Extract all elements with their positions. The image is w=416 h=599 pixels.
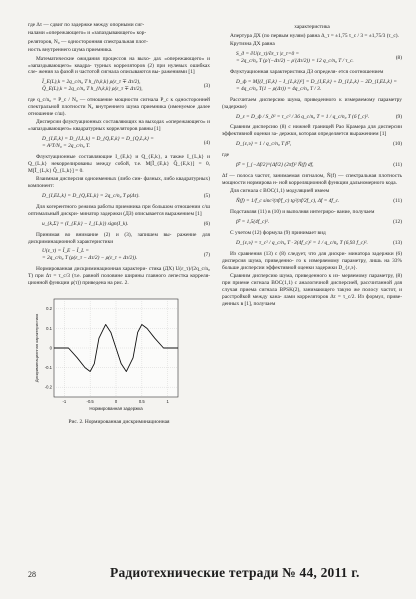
equation-7a: U(ε_τ) = Ī_E − Ī_L = bbox=[42, 248, 90, 255]
paragraph-bpsk: Сравним дисперсию шума, приведенного к из- меряемому параметру, (8) при приеме сигнала BOC(1,1) с аналогичной дисперсией, рассчитанной для случая приема сигнала BPSK(2), занимающего такую же полосу частот, и расстройкой между кана- лами корреляторов Δτ = τ_c/2. Из формул, приве- денных в [1], получаем bbox=[222, 272, 402, 307]
equation-8a: S_д = ∂U(ε_τ)/∂ε_τ |ε_τ=0 = bbox=[236, 51, 300, 58]
equation-6-body: u_{k,Σ} = (I_{E,k} − I_{L,k}) sign(I_k). bbox=[42, 220, 129, 227]
paragraph-boc: Для сигнала с BOC(1,1) модуляцией имеем bbox=[230, 188, 330, 195]
equation-number: (7) bbox=[203, 251, 210, 258]
x-tick-label: 0 bbox=[114, 399, 118, 404]
equation-number: (11) bbox=[393, 198, 402, 205]
equation-13-body: D_{ε,э} = τ_c² / q_c/n₀ T · 3(4f_c)² = 1 / q_c/n₀ T (6,93 f_c)². bbox=[236, 239, 368, 246]
paragraph-expectations: Математические ожидания процессов на выхо- дах «опережающего» и «запаздывающего» квадра- турных корреляторов (2) при нулевых ошибках сле- жения за фазой и частотой сигнала описываются вы- ражениями [1] bbox=[28, 55, 210, 76]
paragraph-mutual-variance: Взаимная дисперсия одноименных (либо син- фазных, либо квадратурных) компонент: bbox=[28, 176, 210, 190]
paragraph-aperture: Апертура ДХ (по первым нулям) равна Δ_τ = ±1,75 τ_c / 3 = ±1,75/3 (τ_c). bbox=[230, 32, 399, 39]
equation-10 bbox=[222, 141, 402, 148]
page-number: 28 bbox=[28, 570, 36, 579]
y-axis-label: Дискриминационная характеристика bbox=[34, 313, 39, 383]
equation-4b: = A²T/N₀ = 2q_c/n₀ T. bbox=[42, 143, 90, 150]
equation-7 bbox=[28, 248, 210, 262]
x-tick-label: 1 bbox=[166, 399, 169, 404]
y-tick-label: 0.1 bbox=[46, 325, 52, 331]
paragraph-cramer-rao: Сравним дисперсию (8) с нижней границей Рао Крамера для дисперсии эффективной оценки за- держки, которая определяется выражением [1] bbox=[222, 124, 402, 138]
equation-5 bbox=[28, 193, 210, 200]
paragraph-variance: Дисперсии флуктуационных составляющих на выходах «опережающего» и «запаздывающего» квадратурных корреляторов равны [1] bbox=[28, 119, 210, 133]
equation-5-body: D_{I,EL,k} = D_{Q,EL,k} = 2q_c/n₀ T ρ(Δτ). bbox=[42, 193, 140, 200]
equation-number: (4) bbox=[203, 139, 210, 146]
equation-4a: D_{I,E,k} = D_{I,L,k} = D_{Q,E,k} = D_{Q,L,k} = bbox=[42, 136, 154, 143]
x-tick-label: -1 bbox=[62, 399, 67, 404]
x-axis-label: Нормированная задержка bbox=[89, 406, 143, 411]
intro-line-2: налами «опережающего» и «запаздывающего» кор- bbox=[28, 30, 147, 37]
equation-number: (6) bbox=[203, 220, 210, 227]
paragraph-bandwidth: Δf — полоса частот, занимаемая сигналом, Ñ(f) — спектральная плотность мощности нормирова н- ной корреляционной функции дальномерного кода. bbox=[222, 173, 402, 186]
x-tick-label: -0.5 bbox=[86, 399, 94, 404]
equation-11 bbox=[222, 162, 402, 169]
equation-13 bbox=[222, 240, 402, 247]
equation-4 bbox=[28, 136, 210, 150]
paragraph-noise-variance: Рассчитаем дисперсию шума, приведенного к измеряемому параметру (задержке) bbox=[222, 96, 402, 110]
equation-dph-a: D_ф = M[(I_{E,k} − I_{L,k})²] = D_{I,E,k} + D_{I,L,k} − 2D_{I,EL,k} = bbox=[236, 78, 397, 85]
paragraph-uncorrelated: Флуктуационные составляющие I_{E,k} и Q_{E,k}, а также I_{L,k} и Q_{L,k} некоррелированы между собой, т.е. M[Ĩ_{E,k} Q̃_{E,k}] = 0, M[Ĩ_{L,k} Q̃_{L,k}] = 0. bbox=[28, 154, 210, 174]
equation-6 bbox=[28, 221, 210, 228]
equation-12-body: β̃² = 1,5(4f_c)². bbox=[236, 219, 270, 226]
paragraph-discriminator: Для когерентного режима работы приемника при большом отношении с/ш оптимальный дискри- минатор задержки (ДЗ) описывается выражением [1] bbox=[28, 203, 210, 217]
intro-line-1: где Δτ — сдвиг по задержке между опорными сиг- bbox=[28, 22, 145, 28]
y-tick-label: 0.2 bbox=[46, 306, 52, 312]
intro-line-3: реляторов, N₀ — односторонняя спектральная плот- bbox=[28, 38, 148, 45]
right-column bbox=[222, 22, 402, 309]
y-tick-label: 0 bbox=[49, 345, 52, 351]
equation-9 bbox=[222, 114, 402, 121]
equation-number: (12) bbox=[393, 219, 402, 226]
discriminator-plot bbox=[32, 293, 182, 415]
equation-9-body: D_ε = D_ф / S_д² = τ_c² / 36 q_c/n₀ T = 1 / q_c/n₀ T (6 f_c)². bbox=[236, 113, 370, 120]
equation-number: (13) bbox=[393, 239, 402, 246]
equation-number: (9) bbox=[395, 113, 402, 120]
paragraph-with-account: С учетом (12) формула (9) принимает вид bbox=[230, 229, 326, 236]
equation-number: (8) bbox=[395, 54, 402, 61]
paragraph-substitute: Подставляя (11) в (10) и выполняя интегриро- вание, получаем bbox=[230, 209, 375, 216]
equation-number: (5) bbox=[203, 193, 210, 200]
intro-line-4: ность внутреннего шума приемника. bbox=[28, 47, 113, 54]
plot-svg bbox=[32, 293, 182, 415]
paragraph-normalized: Нормированная дискриминационная характери- стика (ДХ) U(ε_τ)/(2q_c/n₀ T) при Δτ = τ_c/3 (т.е. равной половине ширины главного лепестка корреля- ционной функции ρ(τ)) приведена на рис. 2. bbox=[28, 266, 210, 287]
paragraph-characteristic: Принимая во внимание (2) и (3), запишем вы- ражение для дискриминационной характеристики bbox=[28, 231, 210, 245]
equation-dph bbox=[222, 79, 402, 93]
equation-3a: Ī_E(L),k = 2q_c/n₀ T h_{h,k,k} ρ(ε_τ ∓ Δτ/2), bbox=[42, 79, 141, 86]
figure-caption: Рис. 2. Нормированная дискриминационная bbox=[68, 419, 170, 425]
left-column bbox=[28, 22, 210, 426]
equation-number: (11) bbox=[393, 162, 402, 169]
paragraph-fluct: Флуктуационная характеристика ДЗ определя- ется соотношением bbox=[230, 69, 384, 76]
y-tick-label: -0.2 bbox=[44, 384, 52, 390]
paragraph-where: где bbox=[222, 152, 230, 159]
equation-12 bbox=[222, 219, 402, 226]
equation-8 bbox=[222, 51, 402, 65]
equation-3 bbox=[28, 79, 210, 93]
equation-psd bbox=[222, 198, 402, 205]
equation-number: (3) bbox=[203, 82, 210, 89]
equation-7b: = 2q_c/n₀ T (ρ(ε_τ − Δτ/2) − ρ(ε_τ + Δτ/2)). bbox=[42, 255, 138, 262]
x-tick-label: 0.5 bbox=[138, 399, 145, 404]
equation-10-body: D_{ε,э} = 1 / q_c/n₀ T β̃², bbox=[236, 141, 292, 148]
equation-dph-b: = 4q_c/n₀ T(1 − ρ(Δτ)) = 4q_c/n₀ T / 3. bbox=[236, 85, 322, 92]
equation-3b: Q̄_E(L),k = 2q_c/n₀ T h_{h,k,k} ρ(ε_τ ∓ Δτ/2), bbox=[42, 86, 143, 93]
paragraph-comparison: Из сравнения (13) с (8) следует, что для дискри- минатора задержки (6) дисперсия шума, приведенно- го к измеряемому параметру, лишь на 33% больше дисперсии эффективной оценки задержки D_{ε,э}. bbox=[222, 250, 402, 271]
paragraph-snr: где q_c/n₀ = P_c / N₀ — отношение мощности сигнала P_c к односторонней спектральной плотности N₀ внутреннего шума приемника (именуемое далее отношение с/ш). bbox=[28, 97, 210, 117]
equation-11-body: β̃² = ∫_{−Δf/2}^{Δf/2} (2πf)² Ñ(f) df, bbox=[236, 162, 314, 169]
paragraph-slope: Крутизна ДХ равна bbox=[230, 41, 275, 48]
caption-continuation: характеристика bbox=[294, 24, 330, 30]
equation-8b: = 2q_c/n₀ T (ρ′(−Δτ/2) − ρ′(Δτ/2)) = 12 q_c/n₀ T / τ_c. bbox=[236, 58, 354, 65]
y-tick-label: -0.1 bbox=[44, 365, 52, 370]
equation-psd-body: Ñ(f) = 1/f_c sinc²(πf/f_c) tg²(πf/2f_c), Δf = 4f_c. bbox=[236, 198, 340, 205]
journal-title: Радиотехнические тетради № 44, 2011 г. bbox=[110, 565, 360, 580]
equation-number: (10) bbox=[393, 141, 402, 148]
